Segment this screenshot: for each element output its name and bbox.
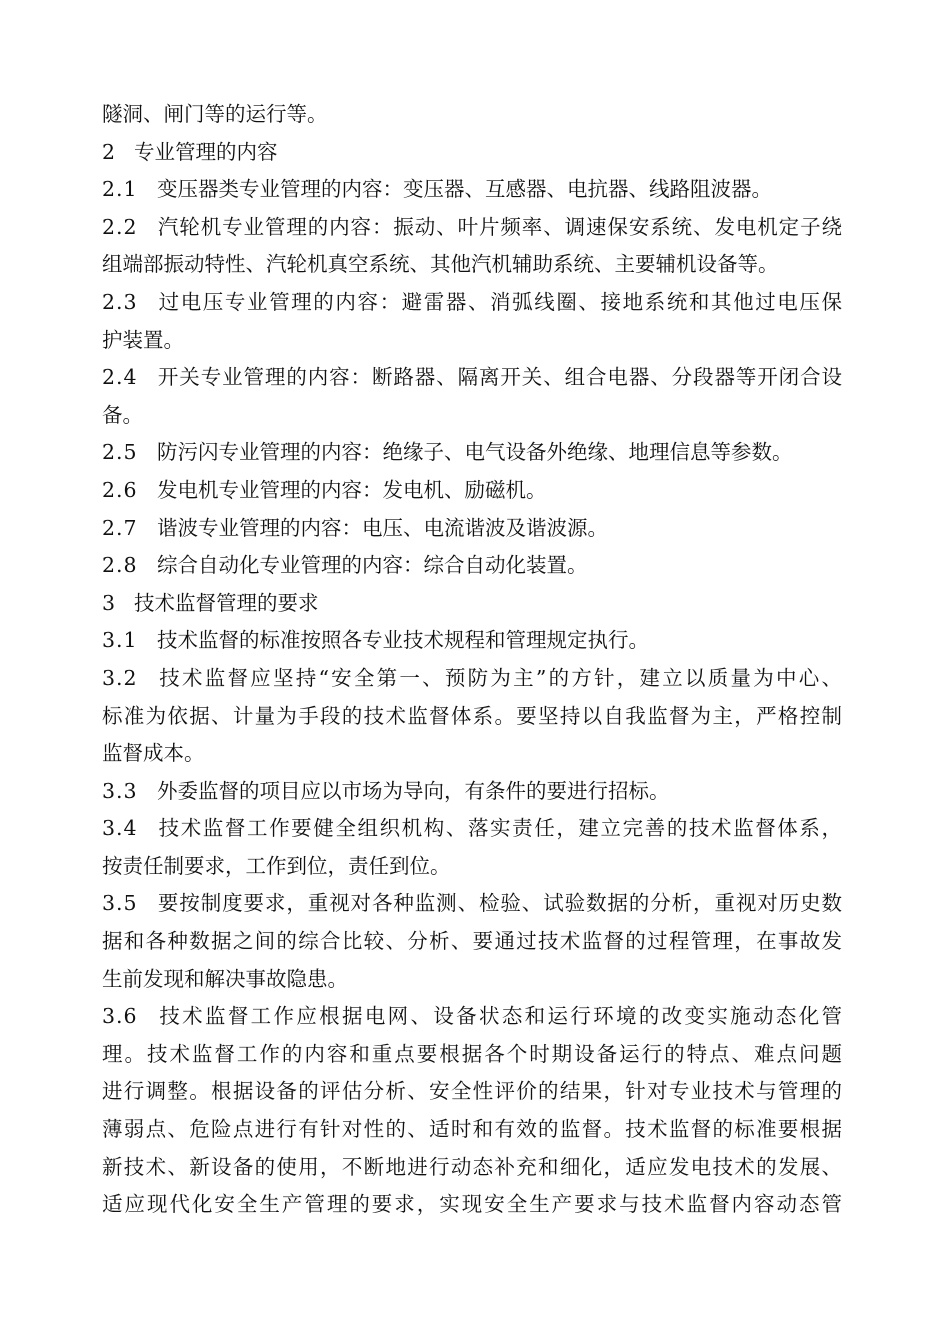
clause-text: 谐波专业管理的内容：电压、电流谐波及谐波源。 — [157, 515, 608, 540]
clause-number: 2.4 — [102, 365, 138, 390]
section-heading — [102, 134, 842, 172]
clause-line — [102, 284, 842, 322]
clause-line — [102, 810, 842, 848]
clause-number: 2.5 — [102, 440, 138, 465]
clause-number: 3.4 — [102, 816, 138, 841]
clause-text: 汽轮机专业管理的内容：振动、叶片频率、调速保安系统、发电机定子绕 — [157, 214, 842, 239]
text-line — [102, 1111, 842, 1149]
clause-number: 3.1 — [102, 628, 138, 653]
line-text: 薄弱点、危险点进行有针对性的、适时和有效的监督。技术监督的标准要根据 — [102, 1117, 842, 1142]
section-number: 3 — [102, 590, 117, 615]
clause-line — [102, 547, 842, 585]
clause-number: 2.3 — [102, 289, 138, 314]
clause-text: 过电压专业管理的内容：避雷器、消弧线圈、接地系统和其他过电压保 — [157, 289, 842, 314]
text-line — [102, 246, 842, 284]
clause-line — [102, 660, 842, 698]
clause-text: 技术监督工作应根据电网、设备状态和运行环境的改变实施动态化管 — [157, 1004, 842, 1029]
clause-number: 3.6 — [102, 1004, 138, 1029]
line-text: 护装置。 — [102, 327, 184, 352]
clause-text: 开关专业管理的内容：断路器、隔离开关、组合电器、分段器等开闭合设 — [157, 365, 842, 390]
text-line — [102, 735, 842, 773]
line-text: 理。技术监督工作的内容和重点要根据各个时期设备运行的特点、难点问题 — [102, 1041, 842, 1066]
section-title: 专业管理的内容 — [134, 139, 278, 164]
line-text: 隧洞、闸门等的运行等。 — [102, 102, 328, 126]
clause-number: 3.2 — [102, 665, 138, 690]
line-text: 生前发现和解决事故隐患。 — [102, 966, 348, 991]
clause-number: 2.2 — [102, 214, 138, 239]
line-text: 监督成本。 — [102, 741, 205, 766]
clause-line — [102, 209, 842, 247]
section-heading — [102, 585, 842, 623]
clause-line — [102, 998, 842, 1036]
line-text: 组端部振动特性、汽轮机真空系统、其他汽机辅助系统、主要辅机设备等。 — [102, 252, 779, 277]
clause-text: 技术监督工作要健全组织机构、落实责任，建立完善的技术监督体系， — [157, 816, 842, 841]
clause-number: 2.7 — [102, 515, 138, 540]
text-line — [102, 961, 842, 999]
text-line — [102, 397, 842, 435]
clause-line — [102, 434, 842, 472]
clause-number: 2.6 — [102, 477, 138, 502]
clause-text: 发电机专业管理的内容：发电机、励磁机。 — [157, 477, 547, 502]
clause-number: 2.8 — [102, 553, 138, 578]
clause-number: 3.5 — [102, 891, 138, 916]
text-line — [102, 848, 842, 886]
clause-line — [102, 510, 842, 548]
text-line — [102, 1186, 842, 1224]
clause-text: 外委监督的项目应以市场为导向，有条件的要进行招标。 — [157, 778, 670, 803]
line-text: 新技术、新设备的使用，不断地进行动态补充和细化，适应发电技术的发展、 — [102, 1154, 842, 1179]
text-line — [102, 698, 842, 736]
clause-text: 防污闪专业管理的内容：绝缘子、电气设备外绝缘、地理信息等参数。 — [157, 440, 793, 465]
clause-text: 技术监督的标准按照各专业技术规程和管理规定执行。 — [157, 628, 649, 653]
text-line — [102, 1149, 842, 1187]
text-line — [102, 923, 842, 961]
clause-text: 要按制度要求，重视对各种监测、检验、试验数据的分析，重视对历史数 — [157, 891, 842, 916]
document-page — [102, 96, 842, 1224]
line-text: 备。 — [102, 402, 143, 427]
line-text: 适应现代化安全生产管理的要求，实现安全生产要求与技术监督内容动态管 — [102, 1192, 842, 1217]
clause-line — [102, 171, 842, 209]
section-title: 技术监督管理的要求 — [134, 590, 319, 615]
clause-text: 变压器类专业管理的内容：变压器、互感器、电抗器、线路阻波器。 — [157, 177, 772, 202]
clause-text: 综合自动化专业管理的内容：综合自动化装置。 — [157, 553, 588, 578]
line-text: 按责任制要求，工作到位，责任到位。 — [102, 853, 451, 878]
clause-line — [102, 622, 842, 660]
text-line — [102, 1073, 842, 1111]
text-line — [102, 322, 842, 360]
clause-line — [102, 359, 842, 397]
text-line — [102, 1036, 842, 1074]
clause-line — [102, 472, 842, 510]
clause-line — [102, 773, 842, 811]
clause-text: 技术监督应坚持“安全第一、预防为主”的方针，建立以质量为中心、 — [157, 665, 842, 690]
clause-number: 3.3 — [102, 778, 138, 803]
section-number: 2 — [102, 139, 117, 164]
clause-number: 2.1 — [102, 177, 138, 202]
line-text: 据和各种数据之间的综合比较、分析、要通过技术监督的过程管理，在事故发 — [102, 929, 842, 954]
line-text: 标准为依据、计量为手段的技术监督体系。要坚持以自我监督为主，严格控制 — [102, 703, 842, 728]
clause-line — [102, 885, 842, 923]
text-line — [102, 96, 842, 134]
line-text: 进行调整。根据设备的评估分析、安全性评价的结果，针对专业技术与管理的 — [102, 1079, 842, 1104]
